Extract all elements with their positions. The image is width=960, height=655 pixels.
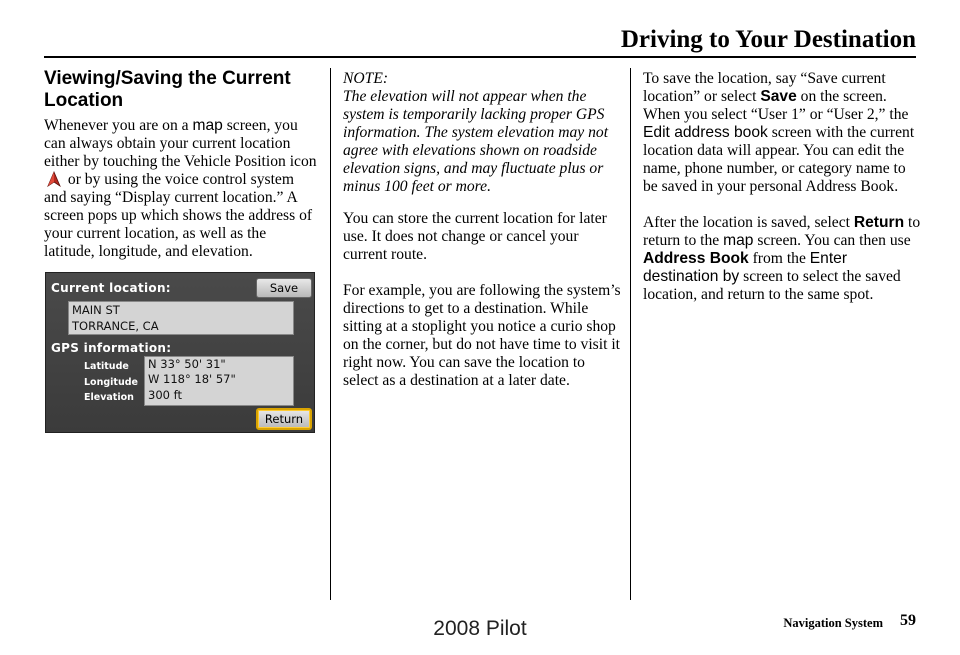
ui-term-enter-destination-by: Enter destination by bbox=[643, 250, 848, 285]
ui-term-edit-address-book: Edit address book bbox=[643, 124, 768, 141]
text-run: or by using the voice control system and saying “Display current location.” A screen pops up which shows the address of your current location, as well as the latitude, longitude, and elevation. bbox=[44, 171, 313, 260]
intro-paragraph bbox=[44, 117, 320, 261]
longitude-value: W 118° 18' 57" bbox=[148, 372, 236, 386]
column-2 bbox=[343, 70, 621, 408]
address-line-1: MAIN ST bbox=[72, 303, 120, 317]
column-3 bbox=[643, 70, 923, 322]
text-run: from the bbox=[748, 250, 810, 267]
address-line-2: TORRANCE, CA bbox=[72, 319, 159, 333]
ui-term-map: map bbox=[723, 232, 754, 249]
longitude-label: Longitude bbox=[84, 377, 138, 388]
example-paragraph: For example, you are following the system’s directions to get to a destination. While sitting at a stoplight you notice a curio shop on the corner, but do not have time to visit it right now. You can save the location to select as a destination at a later date. bbox=[343, 282, 621, 389]
watermark: 2008 Pilot bbox=[433, 617, 527, 640]
page-header-title: Driving to Your Destination bbox=[620, 26, 916, 53]
vehicle-position-icon bbox=[46, 171, 62, 187]
page-number: 59 bbox=[900, 612, 916, 629]
text-run: screen. You can then use bbox=[753, 232, 911, 249]
text-run: To save the location, say “Save current location” or select bbox=[643, 70, 886, 105]
section-heading: Viewing/Saving the Current Location bbox=[44, 68, 291, 111]
text-run: screen to select the saved location, and return to the same spot. bbox=[643, 268, 901, 303]
return-paragraph bbox=[643, 214, 923, 304]
text-run: on the screen. When you select “User 1” or “User 2,” the bbox=[643, 88, 909, 123]
text-run: Whenever you are on a bbox=[44, 117, 193, 134]
store-paragraph: You can store the current location for later use. It does not change or cancel your current route. bbox=[343, 210, 607, 263]
text-run: to return to the bbox=[643, 214, 921, 249]
current-location-screen bbox=[45, 272, 315, 433]
save-button[interactable]: Save bbox=[256, 278, 312, 298]
ui-term-save: Save bbox=[760, 88, 797, 105]
latitude-value: N 33° 50' 31" bbox=[148, 357, 226, 371]
text-run: screen with the current location data will appear. You can edit the name, phone number, or category name to be saved in your personal Address Book. bbox=[643, 124, 915, 195]
current-location-label: Current location: bbox=[51, 281, 171, 295]
elevation-label: Elevation bbox=[84, 392, 134, 403]
header-rule bbox=[44, 56, 916, 58]
column-divider-1 bbox=[330, 68, 331, 600]
return-button[interactable]: Return bbox=[256, 408, 312, 430]
ui-term-map: map bbox=[192, 117, 223, 134]
footer-label: Navigation System bbox=[783, 616, 883, 630]
text-run: screen, you can always obtain your current location either by touching the Vehicle Position icon bbox=[44, 117, 317, 170]
note-label: NOTE: bbox=[343, 70, 389, 87]
gps-information-label: GPS information: bbox=[51, 341, 172, 355]
ui-term-address-book: Address Book bbox=[643, 250, 749, 267]
column-1 bbox=[44, 68, 320, 279]
text-run: After the location is saved, select bbox=[643, 214, 854, 231]
elevation-value: 300 ft bbox=[148, 388, 182, 402]
ui-term-return: Return bbox=[853, 214, 905, 231]
column-divider-2 bbox=[630, 68, 631, 600]
note-text: The elevation will not appear when the system is temporarily lacking proper GPS information. The system elevation may not agree with elevations shown on roadside elevation signs, and may fluctuate plus or minus 100 feet or more. bbox=[343, 88, 609, 195]
save-paragraph bbox=[643, 70, 923, 196]
latitude-label: Latitude bbox=[84, 361, 129, 372]
note-block bbox=[343, 70, 621, 196]
